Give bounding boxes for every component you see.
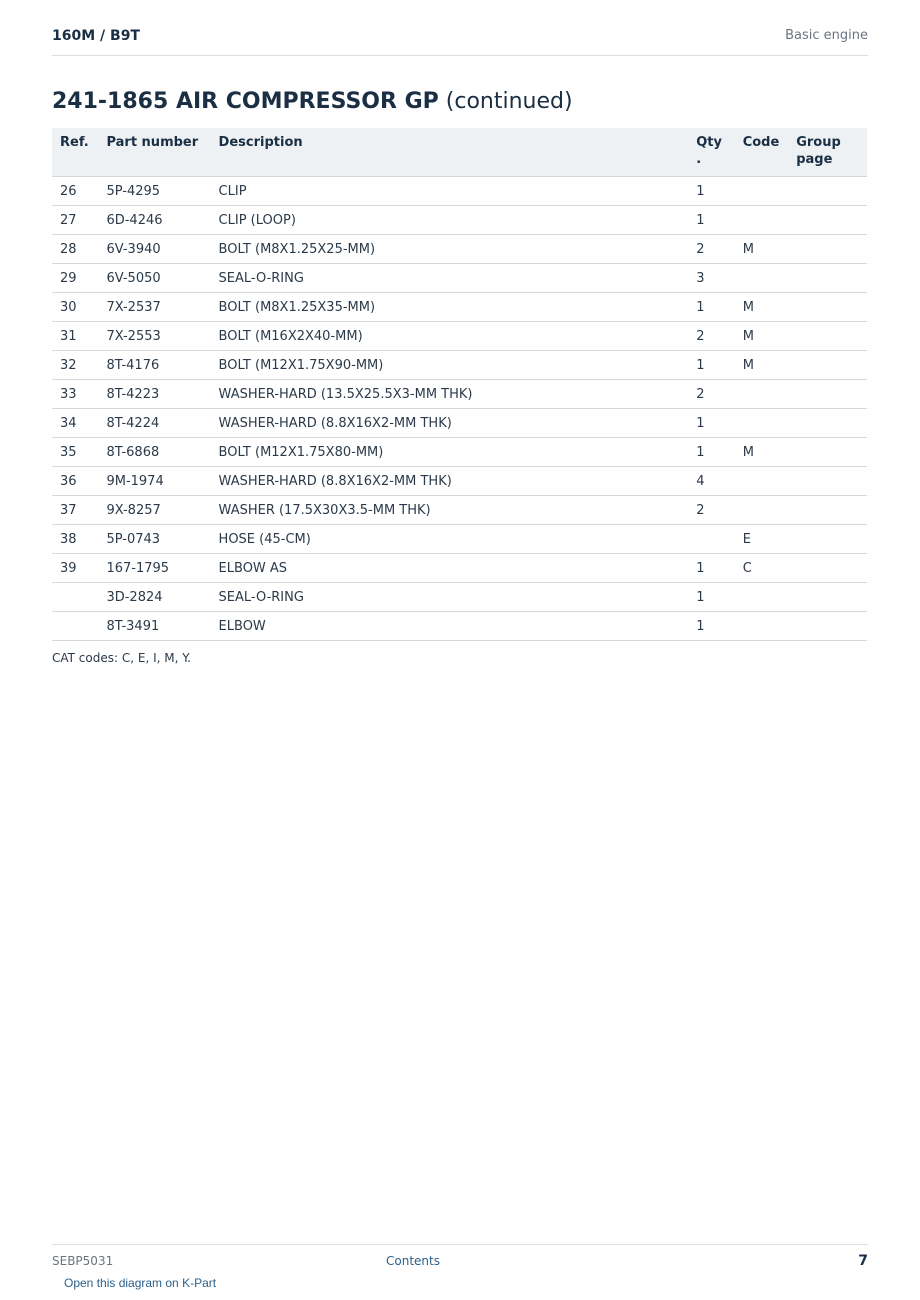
cell-description: BOLT (M12X1.75X80-MM): [211, 438, 689, 467]
cell-ref: 34: [52, 409, 98, 438]
cell-qty: 2: [688, 235, 734, 264]
column-header-group-page: [788, 128, 867, 177]
cell-qty: 1: [688, 612, 734, 641]
table-row: [52, 583, 867, 612]
table-row: [52, 554, 867, 583]
cell-code: M: [735, 293, 789, 322]
table-row: [52, 380, 867, 409]
cell-code: M: [735, 438, 789, 467]
cell-qty: [688, 525, 734, 554]
table-row: [52, 438, 867, 467]
cell-group-page: [788, 554, 867, 583]
column-header-code: Code: [735, 128, 789, 177]
cell-code: [735, 467, 789, 496]
column-header-qty: [688, 128, 734, 177]
cell-ref: 36: [52, 467, 98, 496]
cell-qty: 1: [688, 177, 734, 206]
cell-description: CLIP: [211, 177, 689, 206]
cell-code: [735, 496, 789, 525]
cell-qty: 2: [688, 380, 734, 409]
cell-code: E: [735, 525, 789, 554]
page-number: 7: [858, 1253, 868, 1269]
title-continued: (continued): [445, 89, 573, 114]
parts-table-body: [52, 177, 867, 641]
section-name: Basic engine: [785, 28, 868, 43]
cell-qty: 4: [688, 467, 734, 496]
cell-code: M: [735, 322, 789, 351]
cell-part-number: 7X-2537: [98, 293, 210, 322]
cell-code: [735, 583, 789, 612]
cell-part-number: 6V-5050: [98, 264, 210, 293]
cat-codes-note: CAT codes: C, E, I, M, Y.: [52, 651, 191, 665]
cell-part-number: 8T-6868: [98, 438, 210, 467]
cell-group-page: [788, 264, 867, 293]
cell-code: [735, 206, 789, 235]
kpart-diagram-link[interactable]: Open this diagram on K-Part: [64, 1276, 217, 1290]
cell-qty: 1: [688, 293, 734, 322]
table-row: [52, 235, 867, 264]
cell-code: [735, 409, 789, 438]
table-row: [52, 177, 867, 206]
cell-part-number: 3D-2824: [98, 583, 210, 612]
cell-description: WASHER-HARD (13.5X25.5X3-MM THK): [211, 380, 689, 409]
document-id: SEBP5031: [52, 1254, 114, 1268]
cell-part-number: 167-1795: [98, 554, 210, 583]
cell-description: BOLT (M12X1.75X90-MM): [211, 351, 689, 380]
cell-description: ELBOW AS: [211, 554, 689, 583]
cell-ref: 39: [52, 554, 98, 583]
cell-part-number: 8T-4224: [98, 409, 210, 438]
page-footer: [52, 1244, 868, 1275]
cell-ref: 30: [52, 293, 98, 322]
cell-qty: 1: [688, 409, 734, 438]
cell-description: WASHER-HARD (8.8X16X2-MM THK): [211, 467, 689, 496]
column-header-part-number: Part number: [98, 128, 210, 177]
table-row: [52, 525, 867, 554]
cell-ref: 29: [52, 264, 98, 293]
group-title: 241-1865 AIR COMPRESSOR GP: [52, 89, 439, 114]
cell-description: SEAL-O-RING: [211, 264, 689, 293]
cell-description: SEAL-O-RING: [211, 583, 689, 612]
table-row: [52, 293, 867, 322]
cell-code: [735, 612, 789, 641]
cell-code: [735, 380, 789, 409]
cell-code: [735, 264, 789, 293]
cell-group-page: [788, 496, 867, 525]
cell-ref: 33: [52, 380, 98, 409]
cell-description: BOLT (M8X1.25X25-MM): [211, 235, 689, 264]
cell-qty: 1: [688, 206, 734, 235]
cell-ref: 31: [52, 322, 98, 351]
table-row: [52, 351, 867, 380]
table-row: [52, 467, 867, 496]
group-header-line2: page: [796, 152, 833, 167]
cell-ref: [52, 612, 98, 641]
table-row: [52, 612, 867, 641]
table-row: [52, 264, 867, 293]
cell-group-page: [788, 206, 867, 235]
cell-description: BOLT (M16X2X40-MM): [211, 322, 689, 351]
cell-ref: [52, 583, 98, 612]
cell-ref: 35: [52, 438, 98, 467]
cell-part-number: 8T-3491: [98, 612, 210, 641]
cell-description: ELBOW: [211, 612, 689, 641]
cell-ref: 32: [52, 351, 98, 380]
cell-code: M: [735, 235, 789, 264]
cell-part-number: 8T-4176: [98, 351, 210, 380]
cell-group-page: [788, 525, 867, 554]
cell-group-page: [788, 438, 867, 467]
cell-description: HOSE (45-CM): [211, 525, 689, 554]
cell-part-number: 6V-3940: [98, 235, 210, 264]
cell-ref: 28: [52, 235, 98, 264]
page-header: [52, 28, 868, 56]
table-row: [52, 496, 867, 525]
cell-code: M: [735, 351, 789, 380]
cell-part-number: 6D-4246: [98, 206, 210, 235]
group-header-line1: Group: [796, 135, 841, 150]
table-row: [52, 409, 867, 438]
cell-ref: 27: [52, 206, 98, 235]
cell-qty: 1: [688, 554, 734, 583]
machine-model: 160M / B9T: [52, 28, 140, 44]
cell-code: C: [735, 554, 789, 583]
cell-part-number: 5P-0743: [98, 525, 210, 554]
cell-group-page: [788, 409, 867, 438]
cell-group-page: [788, 612, 867, 641]
cell-group-page: [788, 177, 867, 206]
cell-ref: 38: [52, 525, 98, 554]
cell-part-number: 9X-8257: [98, 496, 210, 525]
table-header-row: [52, 128, 867, 177]
cell-group-page: [788, 235, 867, 264]
cell-part-number: 8T-4223: [98, 380, 210, 409]
cell-group-page: [788, 293, 867, 322]
cell-qty: 1: [688, 438, 734, 467]
table-row: [52, 322, 867, 351]
cell-ref: 26: [52, 177, 98, 206]
cell-qty: 1: [688, 351, 734, 380]
qty-header-label: Qty: [696, 135, 722, 150]
cell-ref: 37: [52, 496, 98, 525]
table-row: [52, 206, 867, 235]
cell-qty: 2: [688, 322, 734, 351]
cell-qty: 2: [688, 496, 734, 525]
cell-group-page: [788, 467, 867, 496]
page-title: [52, 89, 573, 114]
cell-description: WASHER-HARD (8.8X16X2-MM THK): [211, 409, 689, 438]
cell-code: [735, 177, 789, 206]
cell-group-page: [788, 380, 867, 409]
contents-link[interactable]: Contents: [386, 1254, 440, 1268]
column-header-description: Description: [211, 128, 689, 177]
cell-group-page: [788, 583, 867, 612]
cell-part-number: 5P-4295: [98, 177, 210, 206]
cell-description: BOLT (M8X1.25X35-MM): [211, 293, 689, 322]
cell-description: CLIP (LOOP): [211, 206, 689, 235]
cell-part-number: 7X-2553: [98, 322, 210, 351]
cell-part-number: 9M-1974: [98, 467, 210, 496]
parts-table: [52, 128, 867, 641]
cell-group-page: [788, 322, 867, 351]
column-header-ref: Ref.: [52, 128, 98, 177]
cell-group-page: [788, 351, 867, 380]
cell-description: WASHER (17.5X30X3.5-MM THK): [211, 496, 689, 525]
cell-qty: 3: [688, 264, 734, 293]
cell-qty: 1: [688, 583, 734, 612]
qty-header-dot: .: [696, 152, 702, 167]
